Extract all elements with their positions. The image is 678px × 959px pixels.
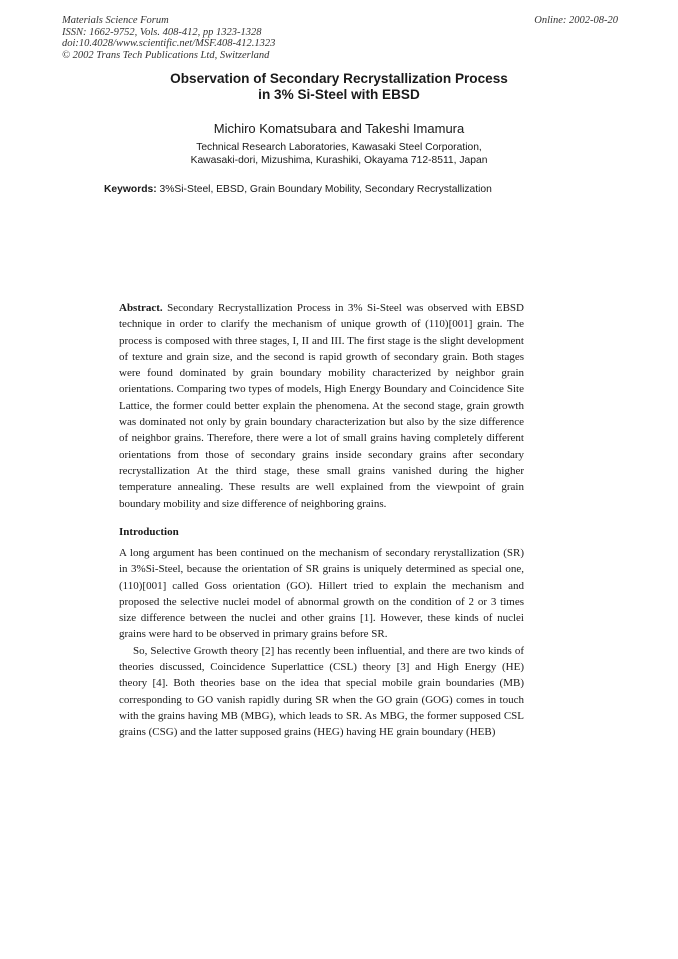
affiliation-line-1: Technical Research Laboratories, Kawasaki Steel Corporation, <box>196 142 482 153</box>
keywords-text: 3%Si-Steel, EBSD, Grain Boundary Mobility, Secondary Recrystallization <box>156 184 492 195</box>
keywords <box>104 184 492 195</box>
journal-name: Materials Science Forum <box>62 15 169 26</box>
affiliation-line-2: Kawasaki-dori, Mizushima, Kurashiki, Okayama 712-8511, Japan <box>190 154 488 166</box>
keywords-label: Keywords: <box>104 184 157 195</box>
introduction-paragraph-2: So, Selective Growth theory [2] has recently been influential, and there are two kinds of theories discussed, Coincidence Superlattice (CSL) theory [3] and High Energy (HE) theory [4]. Both theories base on the idea that special mobile grain boundaries (MB) corresponding to GO vanish rapidly during SR when the GO grain (GOG) comes in touch with the grains having MB (MBG), which leads to SR. As MBG, the former supposed CSL grains (CSG) and the latter supposed grains (HEG) having HE grain boundary (HEB) <box>119 644 524 739</box>
title-line-2: in 3% Si-Steel with EBSD <box>258 87 420 102</box>
introduction-heading: Introduction <box>119 526 179 538</box>
publication-info <box>62 15 275 61</box>
author-list: Michiro Komatsubara and Takeshi Imamura <box>213 121 465 136</box>
abstract-text: Secondary Recrystallization Process in 3% Si-Steel was observed with EBSD technique in order to clarify the mechanism of unique growth of (110)[001] grain. The process is composed with three stages, I, II and III. The first stage is the slight development of texture and grain size, and the second is rapid growth of secondary grain. Both stages were found dominated by grain boundary mobility characterized by neighbor grain orientations. Comparing two types of models, High Energy Boundary and Coincidence Site Lattice, the former could better explain the phenomena. At the second stage, grain growth was dominated not only by grain boundary characterization but also by the size difference of neighbor grains. Therefore, there were a lot of small grains having completely different orientations from those of secondary grains inside secondary grains after secondary recrystallization At the third stage, these small grains vanished during the higher temperature annealing. These results are well explained from the viewpoint of grain boundary mobility and size difference of neighboring grains. <box>119 302 524 510</box>
issn-line: ISSN: 1662-9752, Vols. 408-412, pp 1323-1328 <box>62 26 262 38</box>
doi-line[interactable]: doi:10.4028/www.scientific.net/MSF.408-412.1323 <box>62 38 276 49</box>
online-date: Online: 2002-08-20 <box>534 15 618 26</box>
introduction-paragraph-1: A long argument has been continued on the mechanism of secondary rerystallization (SR) in 3%Si-Steel, because the orientation of SR grains is uniquely determined as special one, (110)[001] called Goss orientation (GO). Hillert tried to explain the mechanism and proposed the selective nuclei model of abnormal growth on the condition of 2 or 3 times size difference between the nuclei and other grains [1]. However, these kinds of nuclei grains were hard to be observed in primary grains before SR. <box>119 547 524 641</box>
abstract <box>119 300 524 512</box>
paper-title <box>0 71 678 103</box>
introduction-body <box>119 545 524 741</box>
affiliation <box>0 142 678 167</box>
copyright-line: © 2002 Trans Tech Publications Ltd, Switzerland <box>62 49 270 61</box>
abstract-label: Abstract. <box>119 302 163 314</box>
title-line-1: Observation of Secondary Recrystallization Process <box>170 71 508 86</box>
